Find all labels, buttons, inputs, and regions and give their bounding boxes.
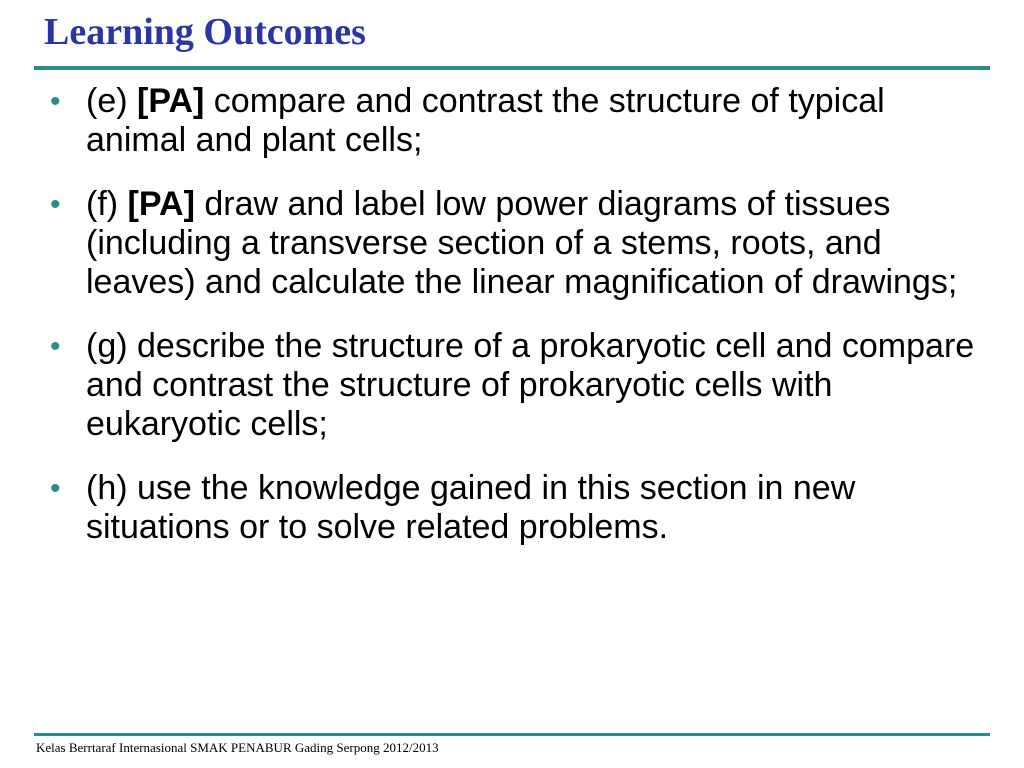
- slide-title: Learning Outcomes: [44, 11, 366, 53]
- footer-divider: [34, 733, 990, 736]
- bullet-icon: •: [50, 85, 61, 118]
- bullet-icon: •: [50, 472, 61, 505]
- item-prefix: (f): [86, 185, 128, 223]
- item-prefix: (h) use the knowledge gained in this section in new situations or to solve related problems.: [86, 469, 856, 546]
- item-prefix: (e): [86, 82, 137, 120]
- outcomes-list: [50, 82, 980, 572]
- list-item-f: [50, 185, 980, 302]
- list-item-h: [50, 469, 980, 547]
- item-prefix: (g) describe the structure of a prokaryotic cell and compare and contrast the structure of prokaryotic cells with eukaryotic cells;: [86, 327, 975, 443]
- footer-text: Kelas Berrtaraf Internasional SMAK PENABUR Gading Serpong 2012/2013: [36, 740, 439, 755]
- item-tag: [PA]: [127, 185, 195, 223]
- list-item-e: [50, 82, 980, 160]
- bullet-icon: •: [50, 330, 61, 363]
- item-text: draw and label low power diagrams of tissues (including a transverse section of a stems, roots, and leaves) and calculate the linear magnification of drawings;: [86, 185, 958, 301]
- item-tag: [PA]: [137, 82, 205, 120]
- item-text: compare and contrast the structure of typical animal and plant cells;: [86, 82, 885, 159]
- list-item-g: [50, 327, 980, 444]
- title-divider: [34, 66, 990, 70]
- bullet-icon: •: [50, 188, 61, 221]
